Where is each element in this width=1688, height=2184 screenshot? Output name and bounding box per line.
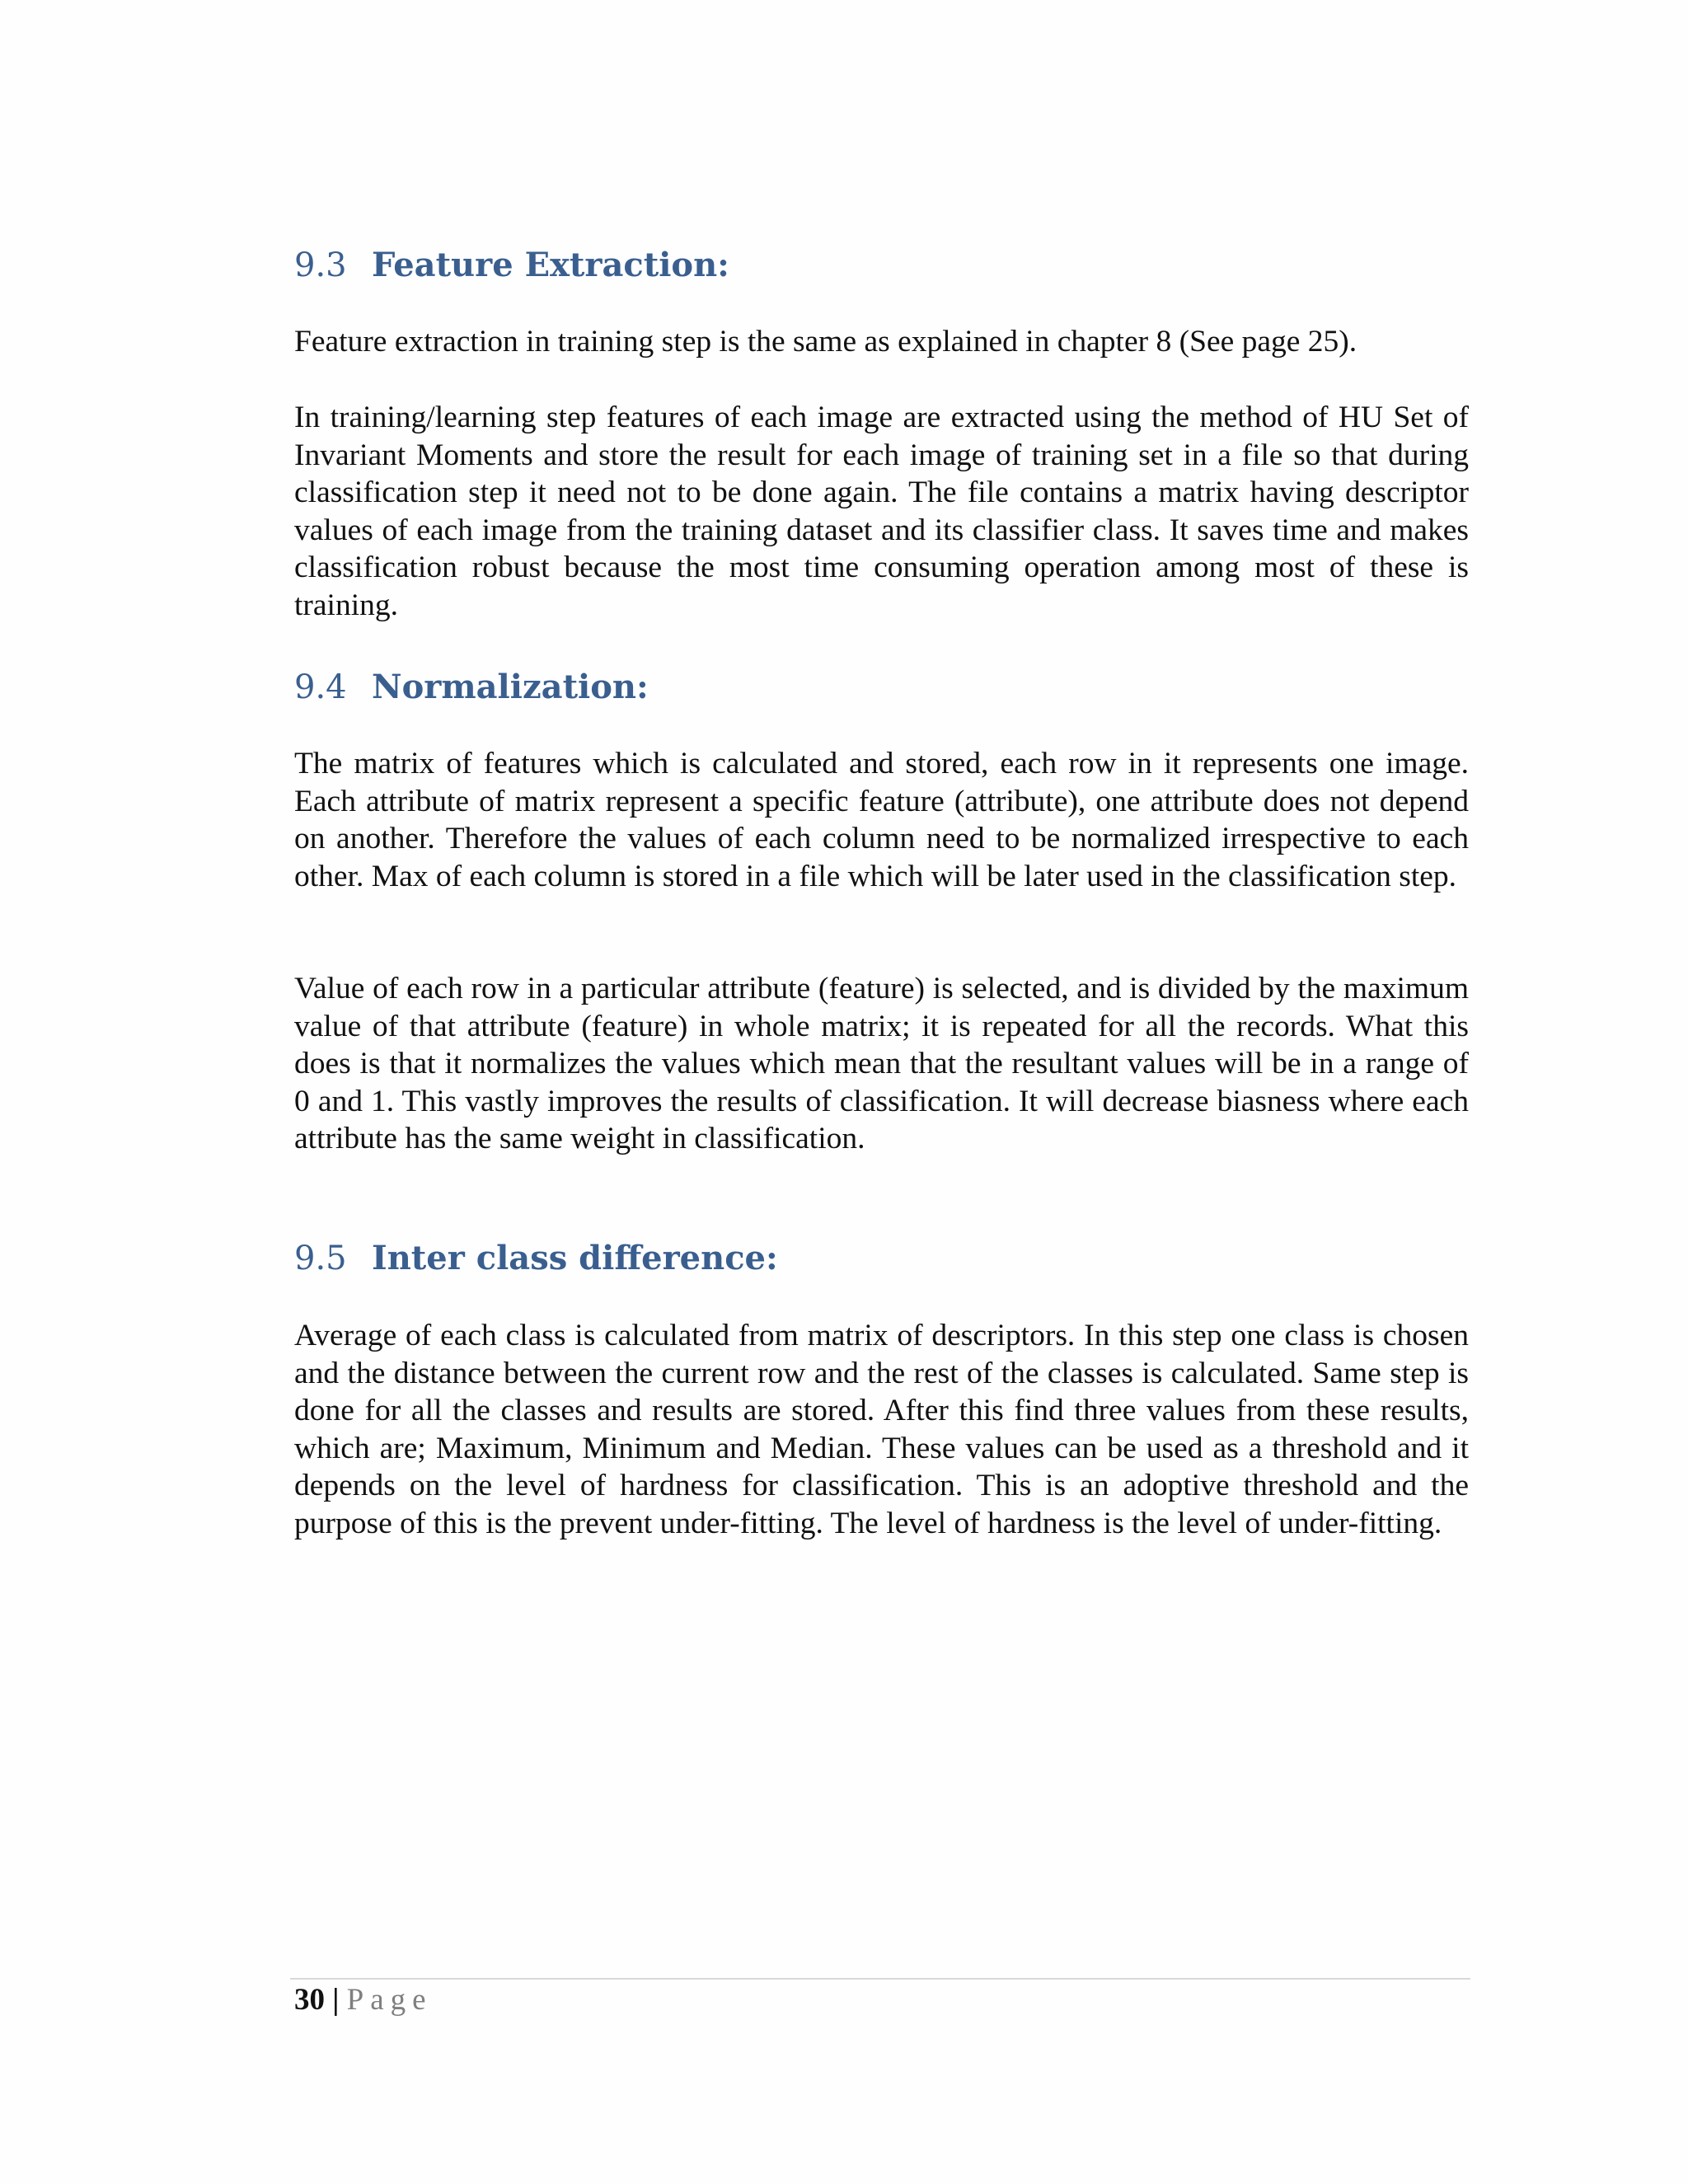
section-number: 9.5 [294, 1240, 347, 1277]
footer-rule [290, 1978, 1470, 1980]
section-heading-9-4 [294, 668, 1469, 707]
paragraph: Feature extraction in training step is the same as explained in chapter 8 (See page 25). [294, 325, 1357, 359]
paragraph: Value of each row in a particular attribute (feature) is selected, and is divided by the maximum value of that attribute (feature) in whole matrix; it is repeated for all the records. What this does is that it normalizes the values which mean that the resultant values will be in a range of 0 and 1. This vastly improves the results of classification. It will decrease biasness where each attribute has the same weight in classification. [294, 972, 1469, 1155]
section-title: Inter class difference: [372, 1239, 778, 1277]
section-title: Feature Extraction: [372, 246, 729, 284]
section-number: 9.4 [294, 668, 347, 706]
paragraph: In training/learning step features of each image are extracted using the method of HU Set of Invariant Moments and store the result for each image of training set in a file so that during classification step it need not to be done again. The file contains a matrix having descriptor values of each image from the training dataset and its classifier class. It saves time and makes classification robust because the most time consuming operation among most of these is training. [294, 401, 1469, 622]
page-word: Page [346, 1983, 433, 2017]
page-separator: | [332, 1983, 340, 2017]
page-footer [294, 1980, 433, 2021]
section-title: Normalization: [372, 668, 649, 706]
page-number: 30 [294, 1983, 325, 2017]
paragraph: Average of each class is calculated from matrix of descriptors. In this step one class is chosen and the distance between the current row and the rest of the classes is calculated. Same step is done for all the classes and results are stored. After this find three values from these results, which are; Maximum, Minimum and Median. These values can be used as a threshold and it depends on the level of hardness for classification. This is an adoptive threshold and the purpose of this is the prevent under-fitting. The level of hardness is the level of under-fitting. [294, 1319, 1469, 1540]
section-heading-9-5 [294, 1239, 1469, 1278]
section-heading-9-3 [294, 246, 1469, 285]
paragraph: The matrix of features which is calculated and stored, each row in it represents one image. Each attribute of matrix represent a specific feature (attribute), one attribute does not depend on another. Therefore the values of each column need to be normalized irrespective to each other. Max of each column is stored in a file which will be later used in the classification step. [294, 747, 1469, 893]
section-number: 9.3 [294, 246, 347, 284]
